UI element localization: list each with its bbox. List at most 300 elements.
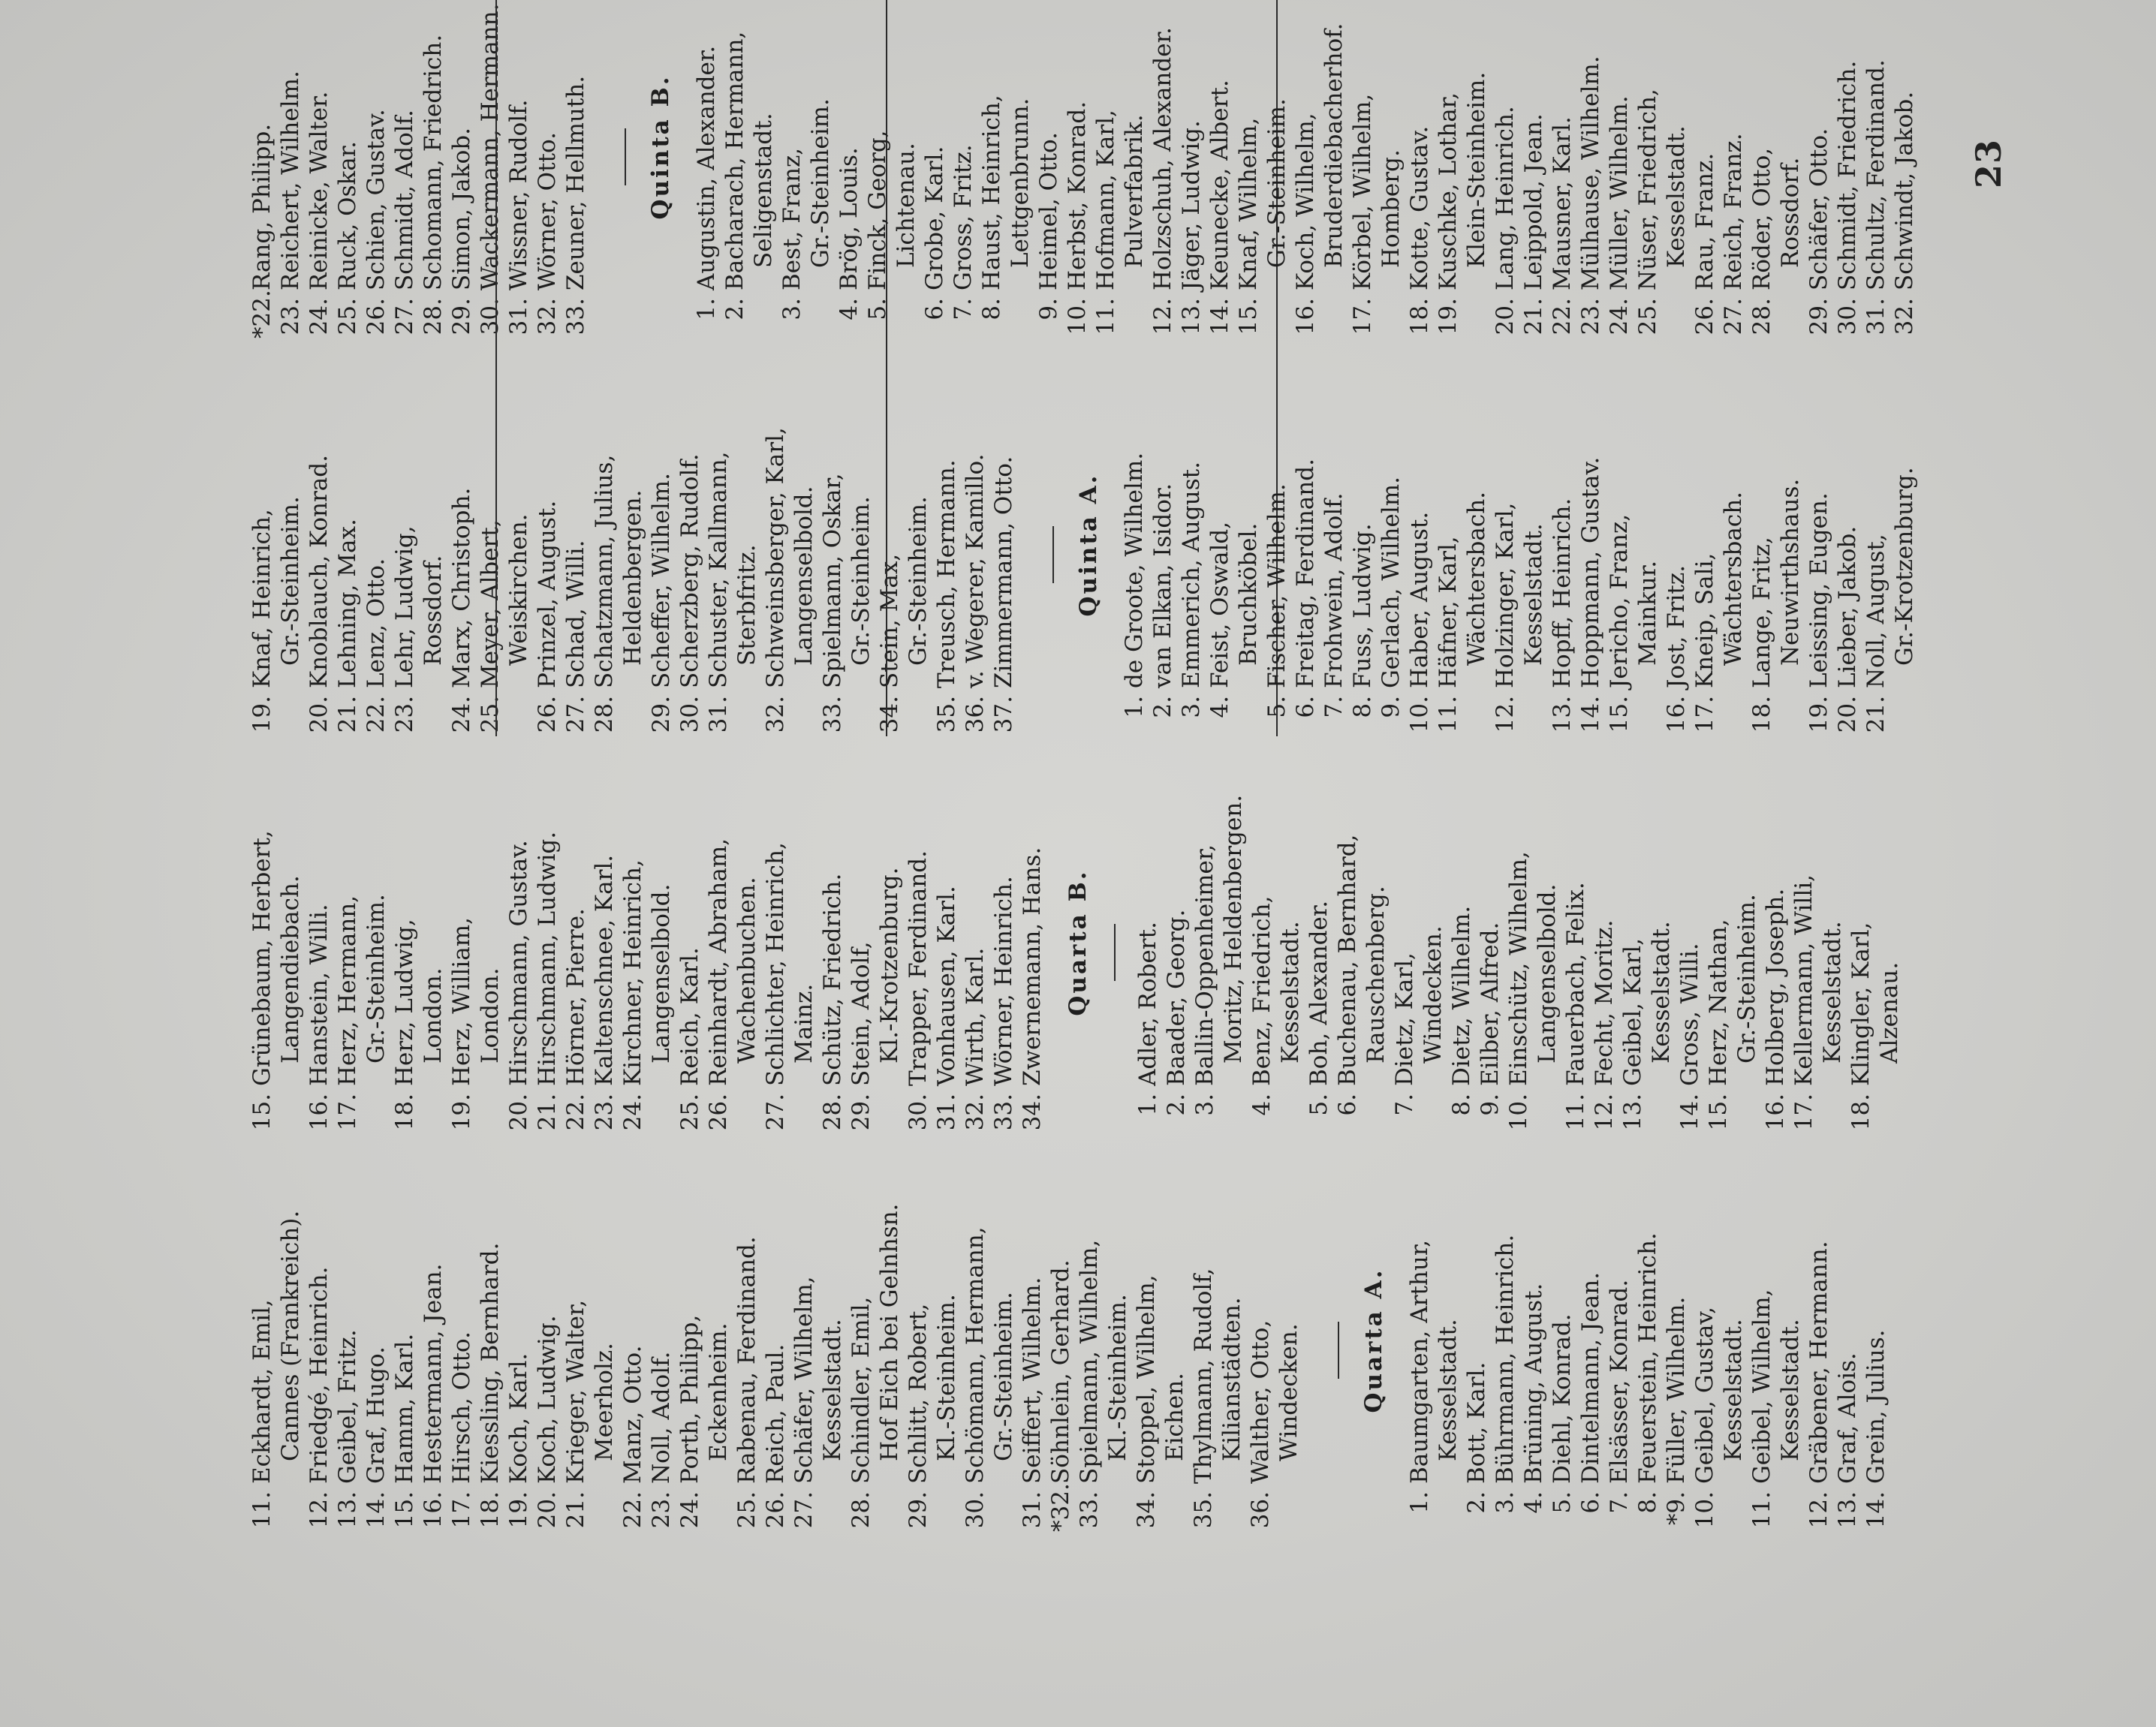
- entry-number: 36.: [1247, 1491, 1274, 1529]
- entry-number: *32.: [1047, 1483, 1074, 1532]
- entry-number: 29.: [1805, 298, 1832, 335]
- student-name: Rabenau, Ferdinand.: [733, 1236, 760, 1484]
- student-entry: [1805, 1149, 1833, 1532]
- student-name: Meyer, Albert,: [477, 519, 504, 688]
- student-place: Gr.-Krotzenburg.: [1891, 467, 1918, 666]
- student-name: Reichert, Wilhelm.: [277, 71, 304, 290]
- student-entry: [1333, 751, 1362, 1134]
- entry-number: 21.: [534, 1094, 561, 1131]
- student-name: Klingler, Karl,: [1847, 922, 1874, 1086]
- entry-number: 6.: [1334, 1094, 1361, 1116]
- entry-number: 22.: [1549, 298, 1576, 335]
- entry-number: 4.: [1248, 1094, 1275, 1116]
- student-entry: [504, 0, 533, 338]
- student-name: Dintelmann, Jean.: [1577, 1271, 1604, 1484]
- student-name: de Groote, Wilhelm.: [1121, 452, 1148, 688]
- entry-number: 17.: [334, 1094, 361, 1131]
- student-name: Lehning, Max.: [334, 519, 361, 688]
- class-heading: Quinta B.: [647, 74, 674, 220]
- entry-number: 8.: [1349, 696, 1376, 718]
- student-place: Cannes (Frankreich).: [277, 1210, 304, 1461]
- student-name: van Elkan, Isidor.: [1149, 483, 1176, 688]
- student-name: Hörner, Pierre.: [562, 908, 589, 1086]
- student-entry: [1634, 0, 1662, 338]
- student-entry: [1018, 751, 1046, 1134]
- student-entry: [419, 0, 447, 338]
- entry-number: 32.: [1891, 298, 1918, 335]
- student-name: Friedgé, Heinrich.: [306, 1266, 333, 1484]
- student-name: Prinzel, August.: [534, 500, 561, 688]
- entry-number: 27.: [391, 298, 418, 335]
- student-name: Grobe, Karl.: [921, 146, 948, 290]
- entry-number: 10.: [1505, 1094, 1532, 1131]
- student-entry: [1405, 0, 1434, 338]
- student-name: Benz, Friedrich,: [1248, 895, 1275, 1086]
- student-name: Dietz, Wilhelm.: [1448, 905, 1475, 1086]
- student-name: Fecht, Moritz.: [1591, 919, 1618, 1086]
- entry-number: 22.: [363, 696, 390, 733]
- student-entry: [1063, 0, 1092, 338]
- student-name: Porth, Philipp,: [676, 1314, 703, 1484]
- student-entry: [721, 0, 749, 338]
- student-entry: [562, 0, 590, 338]
- student-place: Gr.-Steinheim.: [905, 496, 932, 666]
- student-entry: [1748, 1149, 1776, 1532]
- student-entry: [390, 1149, 419, 1532]
- student-entry: [761, 751, 790, 1134]
- student-entry: [1390, 751, 1419, 1134]
- entry-number: 17.: [448, 1491, 475, 1529]
- student-place: Eckenheim.: [705, 1322, 732, 1461]
- student-name: Augustin, Alexander.: [693, 45, 720, 290]
- entry-number: 19.: [1435, 298, 1462, 335]
- entry-number: 12.: [1492, 696, 1519, 733]
- student-name: Knaf, Wilhelm,: [1235, 117, 1262, 290]
- student-name: Zwernemann, Hans.: [1019, 847, 1046, 1086]
- entry-number: 14.: [1676, 1094, 1703, 1131]
- entry-number: 3.: [1191, 1094, 1218, 1116]
- entry-number: 21.: [334, 696, 361, 733]
- entry-number: 11.: [1435, 696, 1462, 733]
- entry-number: 4.: [1520, 1491, 1547, 1514]
- student-name: Heimel, Otto.: [1035, 132, 1062, 290]
- student-place: Sterbfritz.: [733, 544, 760, 666]
- student-name: Einschütz, Wilhelm,: [1505, 851, 1532, 1086]
- student-entry: [447, 0, 476, 338]
- student-entry: [1634, 1149, 1662, 1532]
- entry-number: 9.: [1477, 1094, 1504, 1116]
- student-name: Stoppel, Wilhelm,: [1133, 1274, 1160, 1484]
- student-entry: [778, 0, 806, 338]
- entry-number: 1.: [1121, 696, 1148, 718]
- entry-number: 33.: [1076, 1491, 1103, 1529]
- student-entry: [1862, 0, 1890, 338]
- student-name: Hestermann, Jean.: [420, 1263, 447, 1484]
- student-entry: [847, 1149, 875, 1532]
- student-entry: [1206, 354, 1234, 736]
- student-name: Schad, Willi.: [562, 540, 589, 688]
- student-entry: [1491, 1149, 1519, 1532]
- student-entry: [447, 751, 476, 1134]
- entry-number: 18.: [1748, 696, 1775, 733]
- student-place: Gr.-Steinheim.: [848, 496, 875, 666]
- entry-number: 21.: [1862, 696, 1890, 733]
- student-entry: [1833, 1149, 1862, 1532]
- student-name: Keunecke, Albert.: [1206, 80, 1233, 290]
- student-name: Bacharach, Hermann,: [721, 31, 748, 290]
- student-name: Zimmermann, Otto.: [990, 456, 1017, 688]
- entry-number: 35.: [933, 696, 960, 733]
- student-entry: [733, 1149, 761, 1532]
- student-name: Bott, Karl.: [1463, 1361, 1490, 1484]
- student-entry: [419, 1149, 447, 1532]
- entry-number: 25.: [477, 696, 504, 733]
- student-name: Fauerbach, Felix.: [1562, 882, 1589, 1086]
- student-name: Herz, William,: [448, 917, 475, 1086]
- student-entry: [476, 1149, 504, 1532]
- entry-number: 30.: [477, 298, 504, 335]
- spacer: [590, 0, 605, 338]
- student-entry: [447, 354, 476, 736]
- student-name: Söhnlein, Gerhard.: [1047, 1259, 1074, 1484]
- entry-number: 15.: [1606, 696, 1633, 733]
- entry-number: 27.: [562, 696, 589, 733]
- student-name: Elsässer, Konrad.: [1606, 1279, 1633, 1484]
- student-name: Müller, Wilhelm.: [1606, 95, 1633, 290]
- student-name: Frohwein, Adolf.: [1320, 492, 1348, 688]
- student-name: Geibel, Gustav,: [1691, 1306, 1718, 1484]
- column-2: [248, 751, 1904, 1134]
- entry-number: 10.: [1691, 1491, 1718, 1529]
- student-entry: [1548, 354, 1576, 736]
- entry-number: 5.: [1305, 1094, 1332, 1116]
- student-place: Weiskirchen.: [505, 513, 532, 666]
- student-name: Leippold, Jean.: [1520, 113, 1547, 290]
- entry-number: 8.: [1448, 1094, 1475, 1116]
- student-place: Bruchköbel.: [1235, 522, 1262, 666]
- student-name: Röder, Otto,: [1748, 147, 1775, 290]
- entry-number: 23.: [1577, 298, 1604, 335]
- student-entry: [961, 751, 989, 1134]
- student-place: Gr.-Steinheim.: [990, 1292, 1017, 1461]
- student-place: Hof Eich bei Gelnhsn.: [876, 1203, 903, 1461]
- student-name: Diehl, Konrad.: [1549, 1313, 1576, 1484]
- student-entry: [1576, 1149, 1605, 1532]
- entry-number: 25.: [334, 298, 361, 335]
- student-entry: [863, 0, 892, 338]
- entry-number: 20.: [534, 1491, 561, 1529]
- student-entry: [1548, 1149, 1576, 1532]
- student-name: Adler, Robert.: [1134, 922, 1161, 1086]
- student-name: Rau, Franz.: [1691, 152, 1718, 290]
- student-entry: [1676, 751, 1704, 1134]
- entry-number: 5.: [1549, 1491, 1576, 1514]
- entry-number: 7.: [1606, 1491, 1633, 1514]
- student-place: Kl.-Krotzenburg.: [876, 867, 903, 1064]
- entry-number: 3.: [778, 298, 805, 320]
- student-name: Grünebaum, Herbert,: [248, 830, 276, 1086]
- student-name: Lange, Fritz,: [1748, 537, 1775, 688]
- entry-number: 37.: [990, 696, 1017, 733]
- student-entry: [476, 0, 504, 338]
- student-entry: [619, 1149, 647, 1532]
- entry-number: 23.: [277, 298, 304, 335]
- student-entry: [676, 354, 704, 736]
- student-entry: [1862, 354, 1890, 736]
- separator-rule-3: [495, 0, 497, 736]
- student-entry: [761, 354, 790, 736]
- student-name: Hoppmann, Gustav.: [1577, 456, 1604, 688]
- student-name: Finck, Georg,: [864, 130, 891, 290]
- student-entry: [904, 1149, 932, 1532]
- student-name: Fuss, Ludwig.: [1349, 523, 1376, 688]
- student-name: Herbst, Konrad.: [1064, 101, 1091, 290]
- student-entry: [362, 0, 390, 338]
- entry-number: 24.: [306, 298, 333, 335]
- student-name: Häfner, Karl,: [1435, 536, 1462, 688]
- student-name: Geibel, Karl,: [1619, 937, 1646, 1086]
- student-entry: [1847, 751, 1875, 1134]
- student-name: Kellermann, Willi,: [1790, 874, 1817, 1086]
- student-entry: [504, 751, 533, 1134]
- student-entry: [1248, 751, 1276, 1134]
- student-place: Kesselstadt.: [1777, 1319, 1804, 1461]
- entry-number: 24.: [448, 696, 475, 733]
- student-entry: [1561, 751, 1590, 1134]
- student-place: Moritz, Heldenbergen.: [1220, 794, 1247, 1064]
- student-entry: [904, 751, 932, 1134]
- student-entry: [818, 751, 847, 1134]
- student-name: Gross, Fritz.: [950, 144, 977, 290]
- entry-number: 15.: [1705, 1094, 1732, 1131]
- student-entry: [1434, 354, 1462, 736]
- entry-number: 31.: [1862, 298, 1890, 335]
- student-name: Wissner, Rudolf.: [505, 99, 532, 290]
- student-entry: [676, 751, 704, 1134]
- entry-number: 10.: [1406, 696, 1433, 733]
- student-entry: [1704, 751, 1733, 1134]
- column-3: [248, 354, 1919, 736]
- student-name: Treusch, Hermann.: [933, 459, 960, 688]
- entry-number: 29.: [648, 696, 675, 733]
- student-place: Kesselstadt.: [1648, 921, 1675, 1064]
- entry-number: 2.: [721, 298, 748, 320]
- entry-number: 15.: [1235, 298, 1262, 335]
- student-name: Mülhause, Wilhelm.: [1577, 56, 1604, 290]
- student-name: Krieger, Walter,: [562, 1299, 589, 1484]
- entry-number: 16.: [306, 1094, 333, 1131]
- student-place: Kesselstadt.: [1520, 523, 1547, 666]
- student-name: Holzschuh, Alexander.: [1149, 27, 1176, 290]
- student-place: Gr.-Steinheim.: [363, 894, 390, 1064]
- entry-number: 4.: [1206, 696, 1233, 718]
- student-entry: [676, 1149, 704, 1532]
- student-entry: [447, 1149, 476, 1532]
- entry-number: 19.: [505, 1491, 532, 1529]
- student-place: Langenselbold.: [790, 486, 818, 666]
- entry-number: 1.: [1134, 1094, 1161, 1116]
- entry-number: 27.: [762, 1094, 789, 1131]
- student-name: Schmidt, Adolf.: [391, 110, 418, 290]
- student-name: Fischer, Wilhelm.: [1263, 483, 1290, 688]
- student-name: Holzinger, Karl,: [1492, 502, 1519, 688]
- student-place: Kl.-Steinheim.: [1104, 1294, 1131, 1461]
- entry-number: 32.: [962, 1094, 989, 1131]
- student-name: Kuschke, Lothar,: [1435, 92, 1462, 290]
- student-name: Trapper, Ferdinand.: [905, 850, 932, 1086]
- entry-number: 20.: [306, 696, 333, 733]
- student-name: Gross, Willi.: [1676, 943, 1703, 1086]
- student-place: Bruderdiebacherhof.: [1320, 23, 1348, 268]
- student-name: Spielmann, Oskar,: [819, 473, 846, 688]
- student-entry: [1134, 751, 1162, 1134]
- student-entry: [1491, 354, 1519, 736]
- student-place: Pulverfabrik.: [1121, 114, 1148, 268]
- student-entry: [1177, 0, 1206, 338]
- student-name: Reich, Franz.: [1720, 133, 1747, 290]
- entry-number: 33.: [819, 696, 846, 733]
- entry-number: 30.: [905, 1094, 932, 1131]
- student-name: Gräbener, Hermann.: [1805, 1241, 1832, 1484]
- student-name: Feuerstein, Heinrich.: [1634, 1232, 1661, 1484]
- entry-number: 3.: [1492, 1491, 1519, 1514]
- student-entry: [1491, 0, 1519, 338]
- entry-number: 28.: [420, 298, 447, 335]
- student-name: Jäger, Ludwig.: [1178, 120, 1205, 290]
- student-entry: [847, 751, 875, 1134]
- student-name: Schäfer, Wilhelm,: [790, 1276, 818, 1484]
- student-place: Kesselstadt.: [1819, 921, 1846, 1064]
- student-entry: [1320, 354, 1348, 736]
- student-entry: [949, 0, 977, 338]
- student-entry: [932, 354, 961, 736]
- student-entry: [1691, 1149, 1719, 1532]
- student-name: Mausner, Karl.: [1549, 116, 1576, 290]
- student-entry: [562, 354, 590, 736]
- entry-number: 35.: [1190, 1491, 1217, 1529]
- student-entry: [932, 751, 961, 1134]
- entry-number: 22.: [619, 1491, 646, 1529]
- entry-number: 7.: [1391, 1094, 1418, 1116]
- student-place: Homberg.: [1378, 149, 1405, 268]
- student-entry: [533, 751, 562, 1134]
- student-place: Lettgenbrunn.: [1007, 98, 1034, 268]
- column-4: [248, 0, 1919, 338]
- student-entry: [1462, 1149, 1491, 1532]
- student-name: Eilber, Alfred.: [1477, 922, 1504, 1086]
- student-place: Heldenbergen.: [619, 489, 646, 666]
- student-name: v. Wegerer, Kamillo.: [962, 453, 989, 688]
- student-entry: [1075, 1149, 1104, 1532]
- student-entry: [1890, 0, 1919, 338]
- student-name: Reinhardt, Abraham,: [705, 838, 732, 1086]
- student-name: Hirschmann, Ludwig.: [534, 831, 561, 1086]
- entry-number: 28.: [819, 1094, 846, 1131]
- student-place: Gr.-Steinheim.: [807, 98, 834, 268]
- student-name: Schweinsberger, Karl,: [762, 427, 789, 688]
- class-heading: Quinta A.: [1075, 473, 1102, 617]
- entry-number: 20.: [505, 1094, 532, 1131]
- student-entry: [1805, 0, 1833, 338]
- entry-number: 26.: [762, 1491, 789, 1529]
- entry-number: 20.: [1834, 696, 1861, 733]
- student-entry: [533, 354, 562, 736]
- student-entry: [692, 0, 721, 338]
- entry-number: *22.: [248, 290, 276, 338]
- entry-number: 28.: [591, 696, 618, 733]
- student-entry: [647, 1149, 676, 1532]
- entry-number: 14.: [363, 1491, 390, 1529]
- student-name: Schomann, Friedrich.: [420, 34, 447, 290]
- student-name: Stein, Max,: [876, 553, 903, 688]
- student-name: Kiessling, Bernhard.: [477, 1242, 504, 1484]
- student-place: Kesselstadt.: [819, 1319, 846, 1461]
- student-name: Kirchner, Heinrich,: [619, 859, 646, 1086]
- student-place: Windecken.: [1275, 1323, 1302, 1461]
- entry-number: 5.: [864, 298, 891, 320]
- entry-number: 16.: [1292, 298, 1319, 335]
- entry-number: 25.: [1634, 298, 1661, 335]
- student-entry: [533, 0, 562, 338]
- student-place: Kilianstädten.: [1218, 1297, 1245, 1461]
- student-entry: [1177, 354, 1206, 736]
- student-entry: [305, 1149, 333, 1532]
- student-name: Koch, Ludwig.: [534, 1315, 561, 1484]
- entry-number: 27.: [790, 1491, 818, 1529]
- student-name: Lenz, Otto.: [363, 558, 390, 688]
- student-entry: [1576, 0, 1605, 338]
- student-entry: [1246, 1149, 1275, 1532]
- entry-number: 12.: [306, 1491, 333, 1529]
- student-name: Emmerich, August.: [1178, 462, 1205, 688]
- student-entry: [333, 354, 362, 736]
- student-place: Rauschenberg.: [1363, 886, 1390, 1064]
- student-place: Kesselstadt.: [1277, 921, 1304, 1064]
- class-heading: Quarta B.: [1064, 869, 1092, 1016]
- student-entry: [1662, 1149, 1691, 1532]
- student-name: Jericho, Franz,: [1606, 513, 1633, 688]
- student-entry: [875, 354, 904, 736]
- student-entry: [977, 0, 1006, 338]
- student-name: Holberg, Joseph.: [1762, 888, 1789, 1086]
- student-name: Boh, Alexander.: [1305, 900, 1332, 1086]
- student-place: Wächtersbach.: [1463, 491, 1490, 666]
- entry-number: 30.: [962, 1491, 989, 1529]
- student-name: Hopff, Heinrich.: [1549, 498, 1576, 688]
- student-name: Schäfer, Otto.: [1805, 128, 1832, 290]
- student-entry: [1348, 0, 1377, 338]
- student-entry: [961, 1149, 989, 1532]
- student-entry: [1691, 0, 1719, 338]
- student-name: Scherzberg, Rudolf.: [676, 453, 703, 688]
- student-entry: [1405, 1149, 1434, 1532]
- entry-number: 26.: [363, 298, 390, 335]
- student-place: Seligenstadt.: [750, 113, 777, 268]
- student-name: Schien, Gustav.: [363, 109, 390, 290]
- entry-number: 15.: [391, 1491, 418, 1529]
- entry-number: *9.: [1663, 1491, 1690, 1526]
- student-entry: [1377, 354, 1405, 736]
- student-name: Zeuner, Hellmuth.: [562, 75, 589, 290]
- entry-number: 32.: [534, 298, 561, 335]
- student-name: Schindler, Emil,: [848, 1296, 875, 1484]
- student-entry: [1405, 354, 1434, 736]
- student-name: Reinicke, Walter.: [306, 91, 333, 290]
- entry-number: 17.: [1691, 696, 1718, 733]
- section-dash: [605, 0, 644, 338]
- entry-number: 13.: [334, 1491, 361, 1529]
- student-place: Kesselstadt.: [1435, 1319, 1462, 1461]
